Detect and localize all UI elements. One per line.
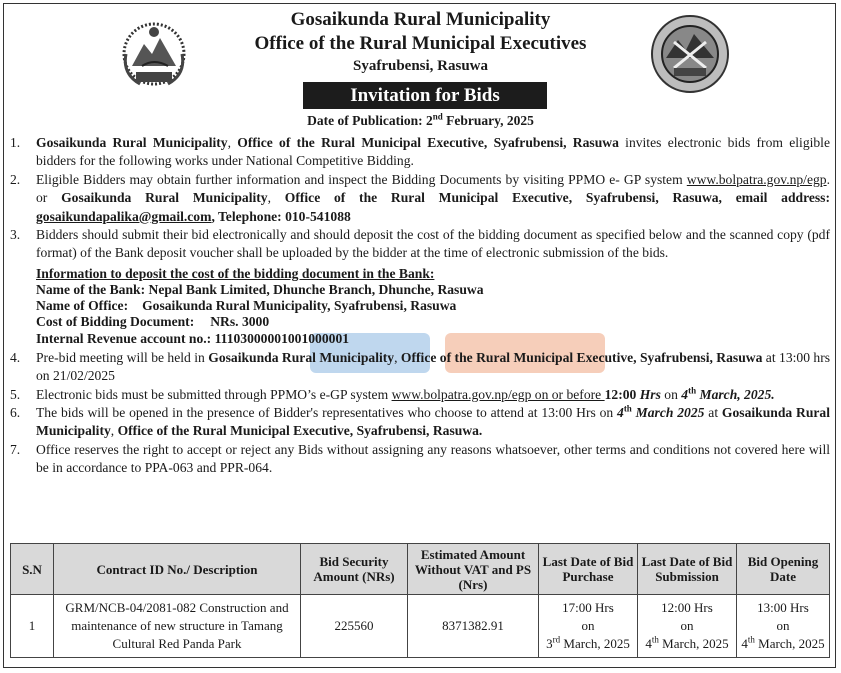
publication-date: Date of Publication: 2nd February, 2025	[307, 111, 534, 128]
egp-link[interactable]: www.bolpatra.gov.np/egp	[686, 171, 827, 187]
notice-body	[10, 134, 830, 478]
clause-4: 4. Pre-bid meeting will be held in Gosaikunda Rural Municipality, Office of the Rural Municipal Executive, Syafrubensi, Rasuwa at 13:00 hrs on 21/02/2025	[10, 349, 831, 384]
location: Syafrubensi, Rasuwa	[352, 58, 489, 74]
cell-estimate: 8371382.91	[408, 595, 539, 658]
cell-description: GRM/NCB-04/2081-082 Construction and maintenance of new structure in Tamang Cultural Red Panda Park	[54, 595, 301, 658]
col-estimated-amount: Estimated Amount Without VAT and PS (Nrs)	[408, 544, 539, 595]
bid-table	[10, 543, 830, 658]
office-name: Office of the Rural Municipal Executives	[254, 33, 587, 54]
clause-6: 6. The bids will be opened in the presence of Bidder's representatives who choose to attend at 13:00 Hrs on 4th March 2025 at Gosaikunda Rural Municipality, Office of the Rural Municipal Executive, Syafrubensi, Rasuwa.	[10, 403, 831, 439]
col-sn: S.N	[11, 544, 54, 595]
cell-purchase-date: 17:00 Hrs on 3rd March, 2025	[539, 595, 638, 658]
cell-security: 225560	[301, 595, 408, 658]
clause-5: 5. Electronic bids must be submitted through PPMO’s e-GP system www.bolpatra.gov.np/egp on or before 12:00 Hrs on 4th March, 2025.	[10, 385, 775, 402]
email-link[interactable]: gosaikundapalika@gmail.com	[36, 208, 212, 224]
clause-1: 1. Gosaikunda Rural Municipality, Office of the Rural Municipal Executive, Syafrubensi, Rasuwa invites electronic bids from eligible bidders for the following works under National Competitive Bidding.	[10, 135, 830, 169]
cell-submission-date: 12:00 Hrs on 4th March, 2025	[638, 595, 737, 658]
col-opening-date: Bid Opening Date	[737, 544, 830, 595]
table-header-row	[11, 544, 830, 595]
bank-info: Information to deposit the cost of the bidding document in the Bank: Name of the Bank: Nepal Bank Limited, Dhunche Branch, Dhunche, Rasuwa Name of Office: Gosaikunda Rural Municipality, Syafrubensi, Rasuwa Cost of Bidding Document: NRs. 3000 Internal Revenue account no.: 11103000001001000001	[36, 265, 484, 346]
clause-3: 3. Bidders should submit their bid electronically and should deposit the cost of the bidding document as specified below and the scanned copy (pdf format) of the Bank deposit voucher shall be uploaded by the bidder at the time of electronic submission of the bids.	[10, 227, 830, 261]
cell-sn: 1	[11, 595, 54, 658]
col-last-purchase: Last Date of Bid Purchase	[539, 544, 638, 595]
clause-2: 2. Eligible Bidders may obtain further information and inspect the Bidding Documents by visiting PPMO e- GP system www.bolpatra.gov.np/egp. or Gosaikunda Rural Municipality, Office of the Rural Municipal Executive, Syafrubensi, Rasuwa, email address: gosaikundapalika@gmail.com, Telephone: 010-541088	[10, 171, 830, 224]
org-name: Gosaikunda Rural Municipality	[290, 9, 551, 30]
cell-opening-date: 13:00 Hrs on 4th March, 2025	[737, 595, 830, 658]
egp-link-2[interactable]: www.bolpatra.gov.np/egp on or before	[391, 386, 605, 402]
title-banner: Invitation for Bids	[303, 82, 547, 109]
clause-7: 7. Office reserves the right to accept or reject any Bids without assigning any reasons whatsoever, other terms and conditions not covered here will be in accordance to PPA-063 and PPR-064.	[10, 441, 830, 476]
col-last-submission: Last Date of Bid Submission	[638, 544, 737, 595]
col-description: Contract ID No./ Description	[54, 544, 301, 595]
col-bid-security: Bid Security Amount (NRs)	[301, 544, 408, 595]
table-row	[11, 595, 830, 658]
